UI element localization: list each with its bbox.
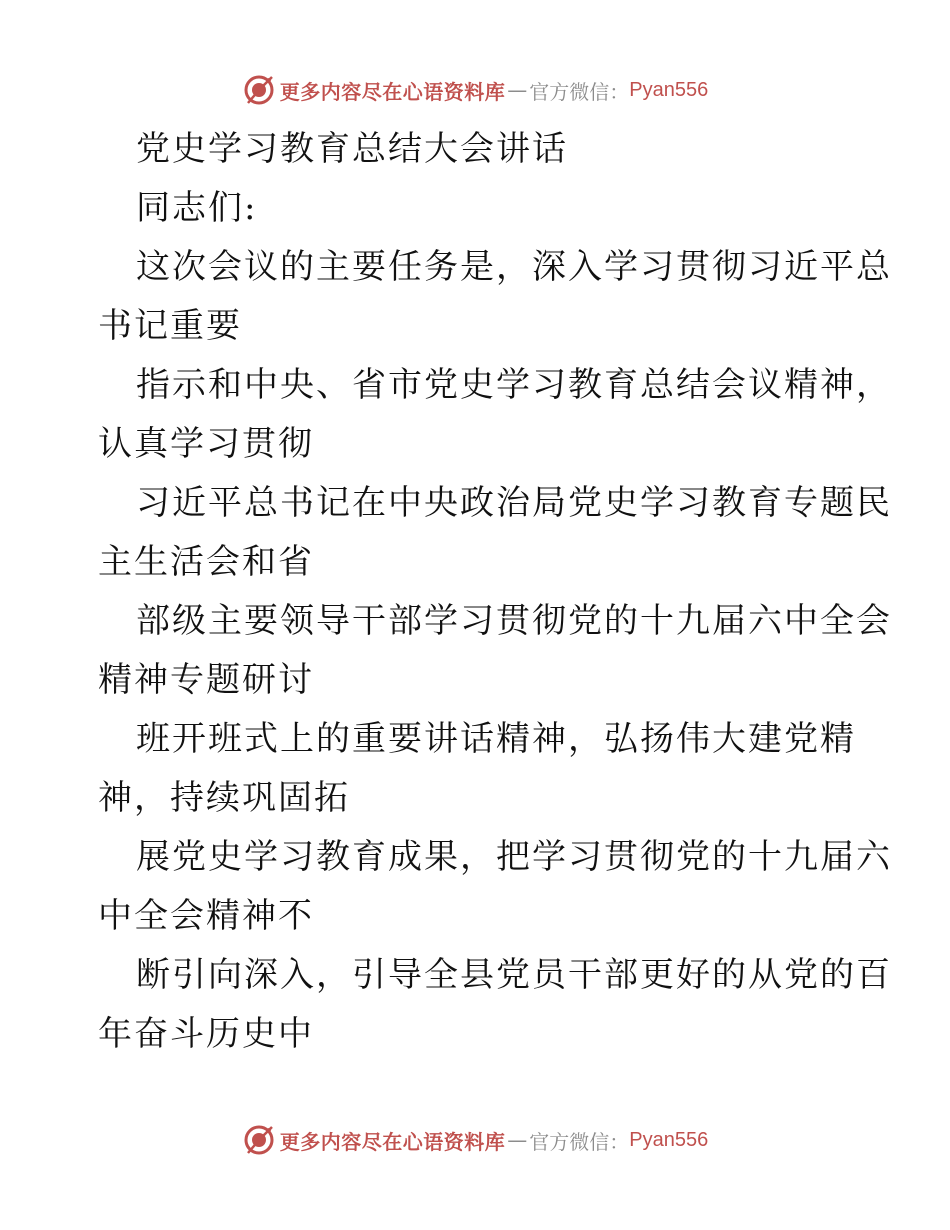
paragraph-line: 主生活会和省 (98, 542, 314, 582)
quill-pen-logo-icon (242, 1123, 276, 1157)
watermark-official-text: 官方微信： (529, 79, 630, 104)
watermark-main-text: 更多内容尽在心语资料库 (279, 1129, 506, 1154)
paragraph-line: 书记重要 (98, 306, 242, 346)
footer-watermark (0, 1120, 950, 1160)
document-title: 党史学习教育总结大会讲话 (136, 129, 568, 169)
watermark-dash: — (507, 1128, 528, 1152)
watermark-wechat-id: Pyan556 (629, 78, 709, 101)
paragraph-line: 中全会精神不 (98, 896, 314, 936)
paragraph-line: 习近平总书记在中央政治局党史学习教育专题民 (136, 483, 892, 523)
watermark-official-text: 官方微信： (529, 1129, 630, 1154)
watermark-dash: — (507, 78, 528, 102)
paragraph-line: 展党史学习教育成果，把学习贯彻党的十九届六 (136, 837, 892, 877)
paragraph-line: 认真学习贯彻 (98, 424, 314, 464)
paragraph-line: 班开班式上的重要讲话精神，弘扬伟大建党精 (136, 719, 856, 759)
paragraph-line: 指示和中央、省市党史学习教育总结会议精神， (136, 365, 892, 405)
paragraph-line: 精神专题研讨 (98, 660, 314, 700)
quill-pen-logo-icon (242, 73, 276, 107)
header-watermark (0, 70, 950, 110)
paragraph-line: 部级主要领导干部学习贯彻党的十九届六中全会 (136, 601, 892, 641)
paragraph-line: 断引向深入，引导全县党员干部更好的从党的百 (136, 955, 892, 995)
document-salutation: 同志们: (136, 188, 258, 228)
watermark-main-text: 更多内容尽在心语资料库 (279, 79, 506, 104)
document-body (98, 120, 892, 1064)
watermark-wechat-id: Pyan556 (629, 1128, 709, 1151)
paragraph-line: 年奋斗历史中 (98, 1014, 314, 1054)
paragraph-line: 这次会议的主要任务是，深入学习贯彻习近平总 (136, 247, 892, 287)
paragraph-line: 神，持续巩固拓 (98, 778, 350, 818)
